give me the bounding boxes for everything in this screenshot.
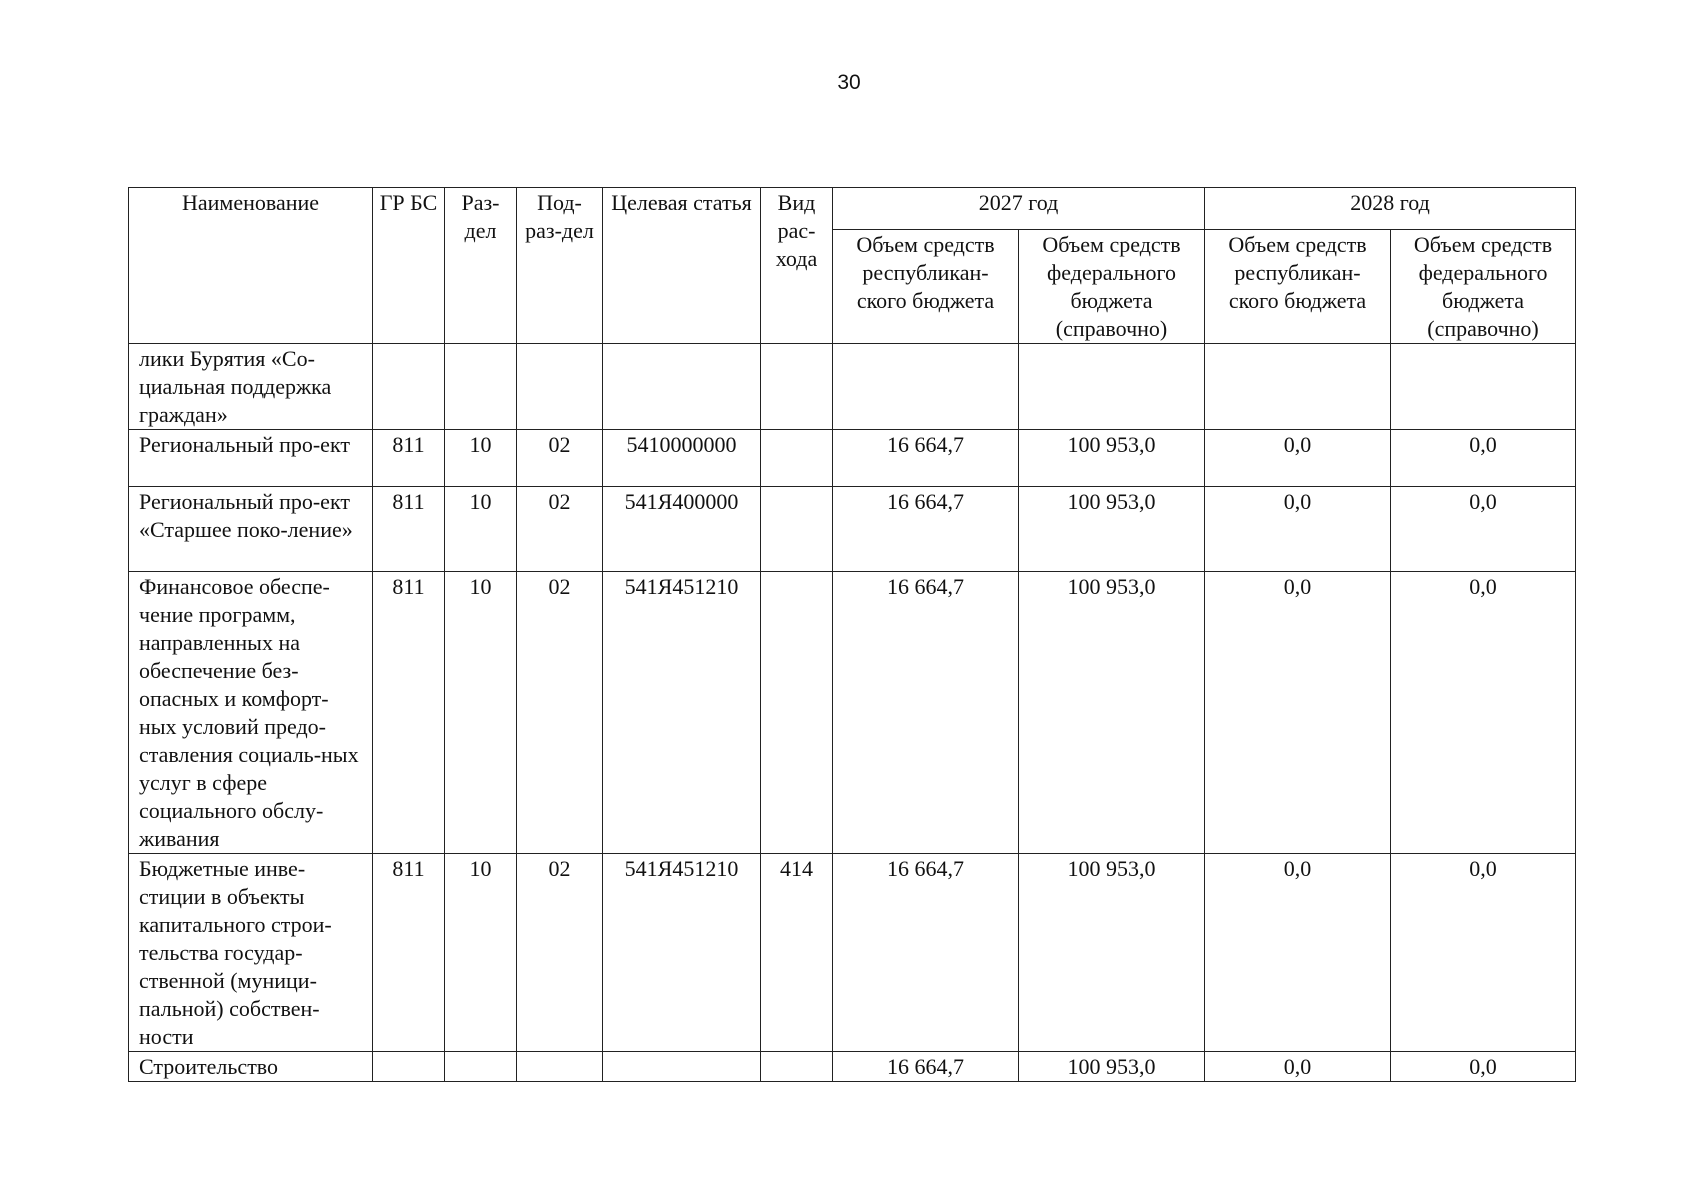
cell-celevaya: 541Я451210	[603, 854, 761, 1052]
header-year-2028: 2028 год	[1205, 188, 1576, 230]
cell-fed-2027: 100 953,0	[1019, 854, 1205, 1052]
cell-vid	[761, 572, 833, 854]
cell-podrazdel	[517, 1052, 603, 1082]
cell-vid: 414	[761, 854, 833, 1052]
cell-rep-2027: 16 664,7	[833, 1052, 1019, 1082]
cell-razdel	[445, 1052, 517, 1082]
cell-rep-2028: 0,0	[1205, 430, 1391, 487]
cell-name: Региональный про-ект	[129, 430, 373, 487]
table-row	[129, 572, 1576, 854]
cell-celevaya: 5410000000	[603, 430, 761, 487]
cell-name: Региональный про-ект «Старшее поко-ление»	[129, 487, 373, 572]
cell-rep-2027: 16 664,7	[833, 487, 1019, 572]
header-year-2027: 2027 год	[833, 188, 1205, 230]
cell-podrazdel: 02	[517, 430, 603, 487]
table-row	[129, 854, 1576, 1052]
header-fed-budget-2028: Объем средств федерального бюджета (справочно)	[1391, 230, 1576, 344]
cell-rep-2027: 16 664,7	[833, 572, 1019, 854]
cell-fed-2028: 0,0	[1391, 487, 1576, 572]
header-vid-raskhoda: Вид рас-хода	[761, 188, 833, 344]
cell-rep-2028: 0,0	[1205, 854, 1391, 1052]
cell-fed-2028	[1391, 344, 1576, 430]
cell-name: лики Бурятия «Со-циальная поддержка граждан»	[129, 344, 373, 430]
cell-razdel: 10	[445, 572, 517, 854]
cell-name: Финансовое обеспе-чение программ, направленных на обеспечение без-опасных и комфорт-ных условий предо-ставления социаль-ных услуг в сфере социального обслу-живания	[129, 572, 373, 854]
cell-celevaya	[603, 344, 761, 430]
cell-fed-2028: 0,0	[1391, 430, 1576, 487]
table-row	[129, 487, 1576, 572]
cell-rep-2028: 0,0	[1205, 572, 1391, 854]
table-row	[129, 1052, 1576, 1082]
cell-rep-2028: 0,0	[1205, 487, 1391, 572]
cell-rep-2027: 16 664,7	[833, 854, 1019, 1052]
cell-vid	[761, 344, 833, 430]
cell-razdel: 10	[445, 430, 517, 487]
cell-celevaya: 541Я451210	[603, 572, 761, 854]
cell-name: Строительство	[129, 1052, 373, 1082]
cell-grbs	[373, 1052, 445, 1082]
header-rep-budget-2028: Объем средств республикан-ского бюджета	[1205, 230, 1391, 344]
header-grbs: ГР БС	[373, 188, 445, 344]
header-razdel: Раз-дел	[445, 188, 517, 344]
header-rep-budget-2027: Объем средств республикан-ского бюджета	[833, 230, 1019, 344]
cell-podrazdel: 02	[517, 854, 603, 1052]
cell-grbs	[373, 344, 445, 430]
cell-podrazdel	[517, 344, 603, 430]
cell-grbs: 811	[373, 487, 445, 572]
cell-vid	[761, 1052, 833, 1082]
cell-razdel: 10	[445, 487, 517, 572]
cell-grbs: 811	[373, 572, 445, 854]
cell-name: Бюджетные инве-стиции в объекты капитального строи-тельства государ-ственной (муници-пальной) собствен-ности	[129, 854, 373, 1052]
cell-celevaya	[603, 1052, 761, 1082]
cell-fed-2027: 100 953,0	[1019, 572, 1205, 854]
header-podrazdel: Под-раз-дел	[517, 188, 603, 344]
cell-fed-2028: 0,0	[1391, 1052, 1576, 1082]
cell-fed-2028: 0,0	[1391, 854, 1576, 1052]
cell-grbs: 811	[373, 430, 445, 487]
cell-rep-2028	[1205, 344, 1391, 430]
cell-razdel: 10	[445, 854, 517, 1052]
header-fed-budget-2027: Объем средств федерального бюджета (справочно)	[1019, 230, 1205, 344]
cell-vid	[761, 487, 833, 572]
table-row	[129, 430, 1576, 487]
cell-podrazdel: 02	[517, 487, 603, 572]
cell-fed-2027	[1019, 344, 1205, 430]
cell-vid	[761, 430, 833, 487]
header-name: Наименование	[129, 188, 373, 344]
cell-rep-2027: 16 664,7	[833, 430, 1019, 487]
budget-table	[128, 187, 1576, 1082]
cell-fed-2027: 100 953,0	[1019, 487, 1205, 572]
cell-rep-2028: 0,0	[1205, 1052, 1391, 1082]
cell-fed-2028: 0,0	[1391, 572, 1576, 854]
header-row-years	[129, 188, 1576, 230]
cell-celevaya: 541Я400000	[603, 487, 761, 572]
page-number: 30	[837, 71, 861, 94]
cell-podrazdel: 02	[517, 572, 603, 854]
cell-razdel	[445, 344, 517, 430]
cell-grbs: 811	[373, 854, 445, 1052]
header-celevaya-statya: Целевая статья	[603, 188, 761, 344]
cell-fed-2027: 100 953,0	[1019, 1052, 1205, 1082]
cell-fed-2027: 100 953,0	[1019, 430, 1205, 487]
cell-rep-2027	[833, 344, 1019, 430]
table-row	[129, 344, 1576, 430]
